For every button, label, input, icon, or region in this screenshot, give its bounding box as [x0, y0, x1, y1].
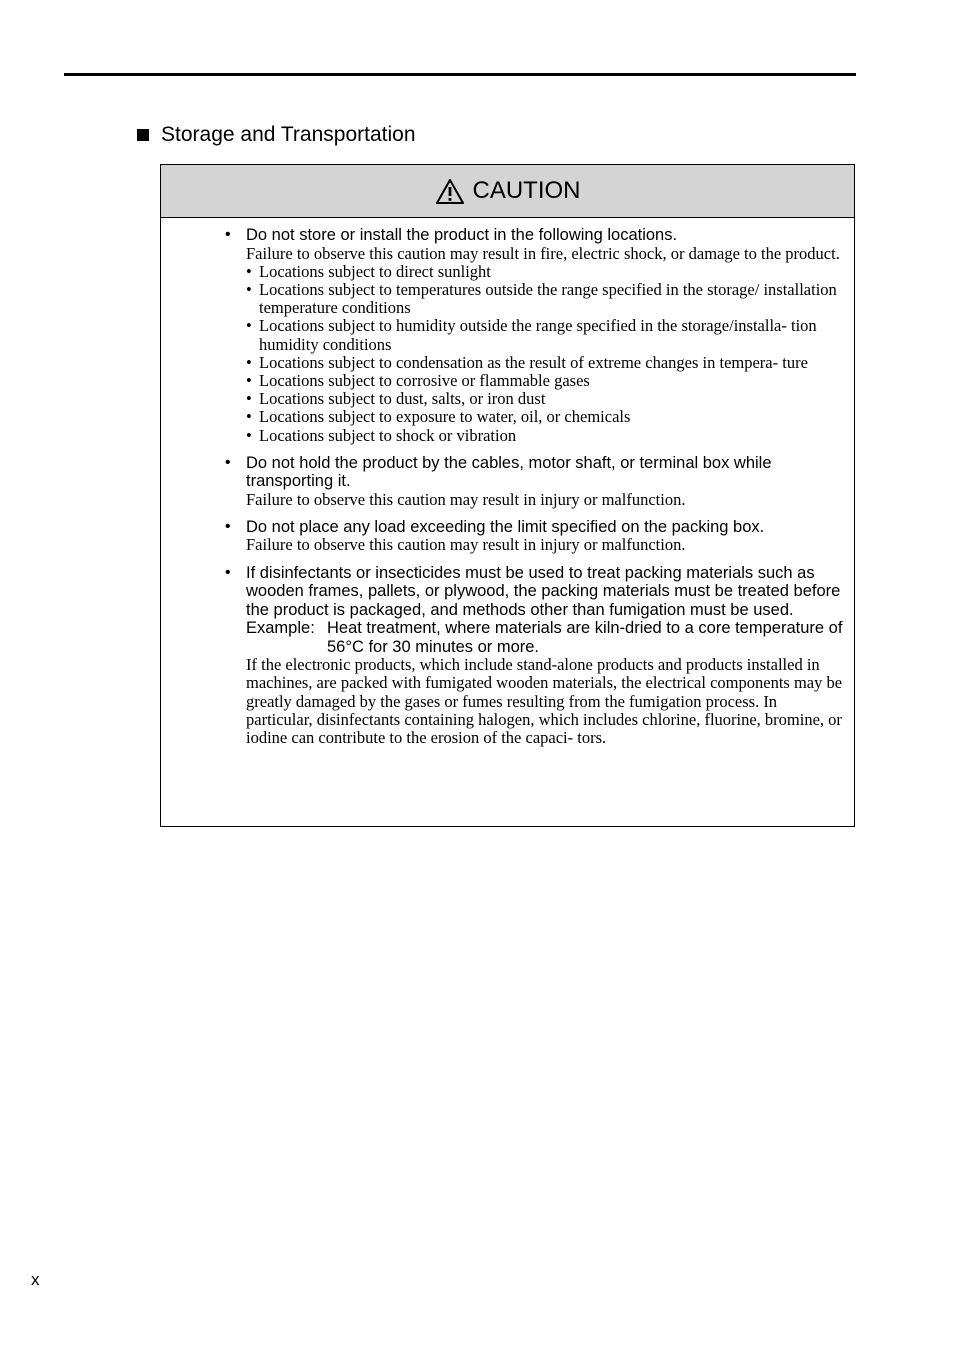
location-item [246, 408, 843, 426]
location-item [246, 427, 843, 445]
caution-box [160, 164, 855, 827]
bullet-icon: • [225, 226, 231, 243]
caution-item-note: Failure to observe this caution may result in fire, electric shock, or damage to the product. [246, 243, 840, 263]
page-number: x [31, 1270, 40, 1289]
bullet-icon: • [225, 453, 231, 471]
caution-item-note: Failure to observe this caution may result in injury or malfunction. [246, 489, 686, 509]
caution-item [225, 226, 843, 445]
caution-item-heading: Do not hold the product by the cables, motor shaft, or terminal box while transporting it. [246, 453, 772, 491]
example-text: Heat treatment, where materials are kiln-dried to a core temperature of 56°C for 30 minutes or more. [327, 619, 843, 656]
bullet-icon: • [246, 261, 252, 281]
bullet-icon: • [246, 389, 252, 409]
caution-item [225, 564, 843, 748]
location-item [246, 372, 843, 390]
location-item-text: Locations subject to condensation as the result of extreme changes in tempera- ture [259, 352, 808, 372]
location-item-text: Locations subject to dust, salts, or iron dust [259, 389, 546, 409]
location-item-text: Locations subject to shock or vibration [259, 425, 517, 445]
location-item [246, 354, 843, 372]
bullet-icon: • [246, 370, 252, 390]
caution-item-heading: If disinfectants or insecticides must be used to treat packing materials such as wooden frames, pallets, or plywood, the packing materials must be treated before the product is packaged, and methods other than fumigation must be used. [246, 563, 841, 619]
location-item [246, 263, 843, 281]
bullet-icon: • [225, 517, 231, 535]
caution-item [225, 454, 843, 509]
top-rule [64, 73, 856, 76]
bullet-icon: • [246, 279, 252, 299]
caution-item-heading: Do not place any load exceeding the limit specified on the packing box. [246, 517, 765, 536]
location-item [246, 390, 843, 408]
bullet-icon: • [246, 407, 252, 427]
example-block [246, 619, 843, 656]
caution-item [225, 518, 843, 555]
caution-header [161, 165, 854, 218]
section-title: Storage and Transportation [161, 123, 416, 146]
section-heading [137, 122, 416, 148]
location-item-text: Locations subject to humidity outside the range specified in the storage/installa- tion humidity conditions [259, 316, 817, 354]
bullet-icon: • [225, 563, 231, 581]
warning-triangle-icon [435, 178, 465, 205]
example-label: Example: [246, 619, 315, 638]
location-item [246, 317, 843, 353]
location-item-text: Locations subject to temperatures outside the range specified in the storage/ installation temperature conditions [259, 279, 837, 318]
square-bullet-icon [137, 129, 149, 141]
location-item-text: Locations subject to exposure to water, oil, or chemicals [259, 407, 631, 427]
caution-item-note: Failure to observe this caution may result in injury or malfunction. [246, 535, 686, 555]
location-item-text: Locations subject to direct sunlight [259, 261, 491, 281]
caution-label: CAUTION [472, 177, 581, 204]
location-item-text: Locations subject to corrosive or flammable gases [259, 370, 590, 390]
caution-item-heading: Do not store or install the product in the following locations. [246, 226, 678, 244]
location-item [246, 281, 843, 317]
bullet-icon: • [246, 316, 252, 336]
bullet-icon: • [246, 425, 252, 445]
bullet-icon: • [246, 352, 252, 372]
caution-item-note: If the electronic products, which include stand-alone products and products installed in machines, are packed with fumigated wooden materials, the electrical components may be greatly damaged by the gases or fumes resulting from the fumigation process. In particular, disinfectants containing halogen, which includes chlorine, fluorine, bromine, or iodine can contribute to the erosion of the capaci- tors. [246, 655, 843, 747]
caution-body [225, 226, 843, 756]
